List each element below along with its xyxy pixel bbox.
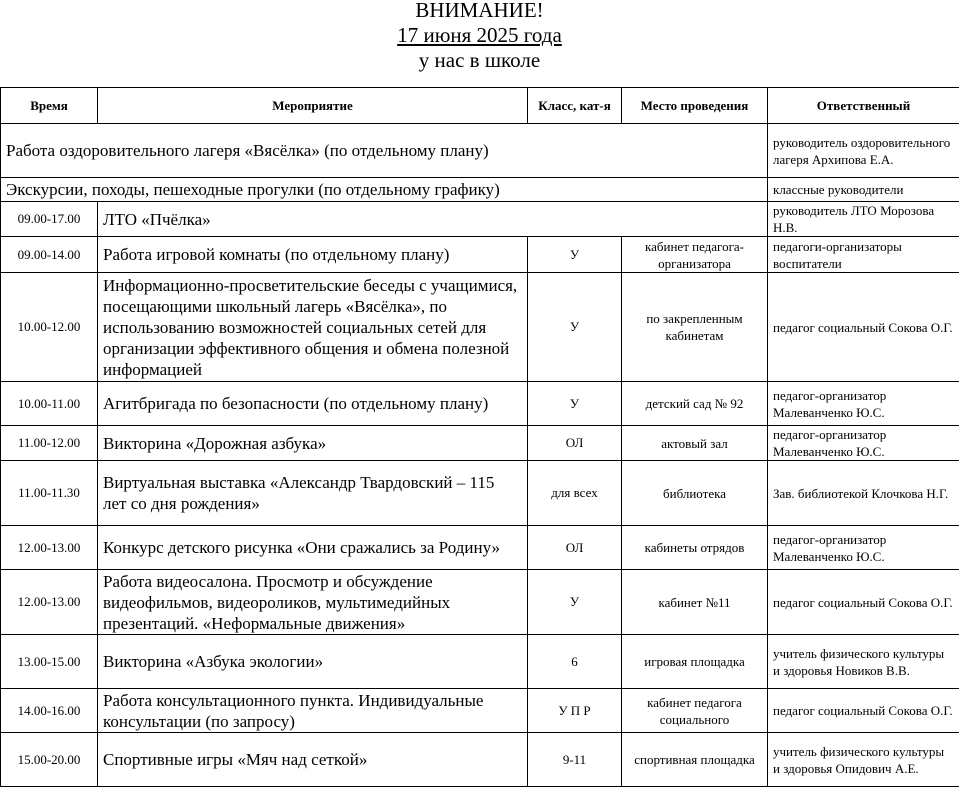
time-cell: 11.00-12.00 <box>1 426 98 461</box>
responsible-cell: руководитель оздоровительного лагеря Архипова Е.А. <box>768 124 959 178</box>
table-row <box>1 237 959 273</box>
table-row <box>1 461 959 526</box>
table-row <box>1 689 959 733</box>
class-cell: ОЛ <box>528 526 622 570</box>
place-cell: актовый зал <box>622 426 768 461</box>
class-cell: У <box>528 382 622 426</box>
responsible-cell: педагог социальный Сокова О.Г. <box>768 570 959 635</box>
event-cell: Конкурс детского рисунка «Они сражались за Родину» <box>98 526 528 570</box>
table-row <box>1 124 959 178</box>
place-cell: игровая площадка <box>622 635 768 689</box>
event-cell: Спортивные игры «Мяч над сеткой» <box>98 733 528 787</box>
place-cell: библиотека <box>622 461 768 526</box>
event-cell: Экскурсии, походы, пешеходные прогулки (по отдельному графику) <box>1 178 768 202</box>
table-row <box>1 733 959 787</box>
time-cell: 10.00-11.00 <box>1 382 98 426</box>
class-cell: ОЛ <box>528 426 622 461</box>
time-cell: 13.00-15.00 <box>1 635 98 689</box>
time-cell: 09.00-14.00 <box>1 237 98 273</box>
table-row <box>1 635 959 689</box>
table-header-row <box>1 88 959 124</box>
time-cell: 15.00-20.00 <box>1 733 98 787</box>
event-cell: Викторина «Дорожная азбука» <box>98 426 528 461</box>
event-cell: Агитбригада по безопасности (по отдельному плану) <box>98 382 528 426</box>
responsible-cell: учитель физического культуры и здоровья Опидович А.Е. <box>768 733 959 787</box>
time-cell: 14.00-16.00 <box>1 689 98 733</box>
responsible-cell: педагог-организатор Малеванченко Ю.С. <box>768 526 959 570</box>
column-header-place: Место проведения <box>622 88 768 124</box>
responsible-cell: педагоги-организаторы воспитатели <box>768 237 959 273</box>
place-cell: кабинет №11 <box>622 570 768 635</box>
place-cell: кабинеты отрядов <box>622 526 768 570</box>
event-cell: Работа игровой комнаты (по отдельному плану) <box>98 237 528 273</box>
class-cell: 9-11 <box>528 733 622 787</box>
event-cell: ЛТО «Пчёлка» <box>98 202 768 237</box>
table-row <box>1 382 959 426</box>
table-row <box>1 202 959 237</box>
class-cell: 6 <box>528 635 622 689</box>
time-cell: 11.00-11.30 <box>1 461 98 526</box>
responsible-cell: педагог социальный Сокова О.Г. <box>768 273 959 382</box>
table-row <box>1 273 959 382</box>
class-cell: У <box>528 237 622 273</box>
place-cell: по закрепленным кабинетам <box>622 273 768 382</box>
column-header-responsible: Ответственный <box>768 88 959 124</box>
responsible-cell: педагог-организатор Малеванченко Ю.С. <box>768 382 959 426</box>
time-cell: 10.00-12.00 <box>1 273 98 382</box>
place-cell: кабинет педагога-организатора <box>622 237 768 273</box>
event-cell: Викторина «Азбука экологии» <box>98 635 528 689</box>
announcement-title: ВНИМАНИЕ! <box>0 0 959 23</box>
column-header-class: Класс, кат-я <box>528 88 622 124</box>
table-row <box>1 426 959 461</box>
class-cell: У П Р <box>528 689 622 733</box>
class-cell: У <box>528 273 622 382</box>
time-cell: 09.00-17.00 <box>1 202 98 237</box>
announcement-date: 17 июня 2025 года <box>0 23 959 48</box>
responsible-cell: руководитель ЛТО Морозова Н.В. <box>768 202 959 237</box>
responsible-cell: педагог-организатор Малеванченко Ю.С. <box>768 426 959 461</box>
event-cell: Работа консультационного пункта. Индивидуальные консультации (по запросу) <box>98 689 528 733</box>
event-cell: Работа оздоровительного лагеря «Вясёлка» (по отдельному плану) <box>1 124 768 178</box>
table-row <box>1 526 959 570</box>
column-header-event: Мероприятие <box>98 88 528 124</box>
announcement-subtitle: у нас в школе <box>0 48 959 73</box>
event-cell: Виртуальная выставка «Александр Твардовский – 115 лет со дня рождения» <box>98 461 528 526</box>
announcement-header <box>0 0 959 73</box>
responsible-cell: педагог социальный Сокова О.Г. <box>768 689 959 733</box>
event-cell: Работа видеосалона. Просмотр и обсуждение видеофильмов, видеороликов, мультимедийных презентаций. «Неформальные движения» <box>98 570 528 635</box>
time-cell: 12.00-13.00 <box>1 570 98 635</box>
place-cell: спортивная площадка <box>622 733 768 787</box>
class-cell: для всех <box>528 461 622 526</box>
responsible-cell: Зав. библиотекой Клочкова Н.Г. <box>768 461 959 526</box>
responsible-cell: классные руководители <box>768 178 959 202</box>
responsible-cell: учитель физического культуры и здоровья Новиков В.В. <box>768 635 959 689</box>
schedule-table <box>0 87 959 787</box>
time-cell: 12.00-13.00 <box>1 526 98 570</box>
place-cell: детский сад № 92 <box>622 382 768 426</box>
class-cell: У <box>528 570 622 635</box>
place-cell: кабинет педагога социального <box>622 689 768 733</box>
table-row <box>1 178 959 202</box>
column-header-time: Время <box>1 88 98 124</box>
event-cell: Информационно-просветительские беседы с учащимися, посещающими школьный лагерь «Вясёлка», по использованию возможностей социальных сетей для организации эффективного общения и обмена полезной информацией <box>98 273 528 382</box>
table-row <box>1 570 959 635</box>
